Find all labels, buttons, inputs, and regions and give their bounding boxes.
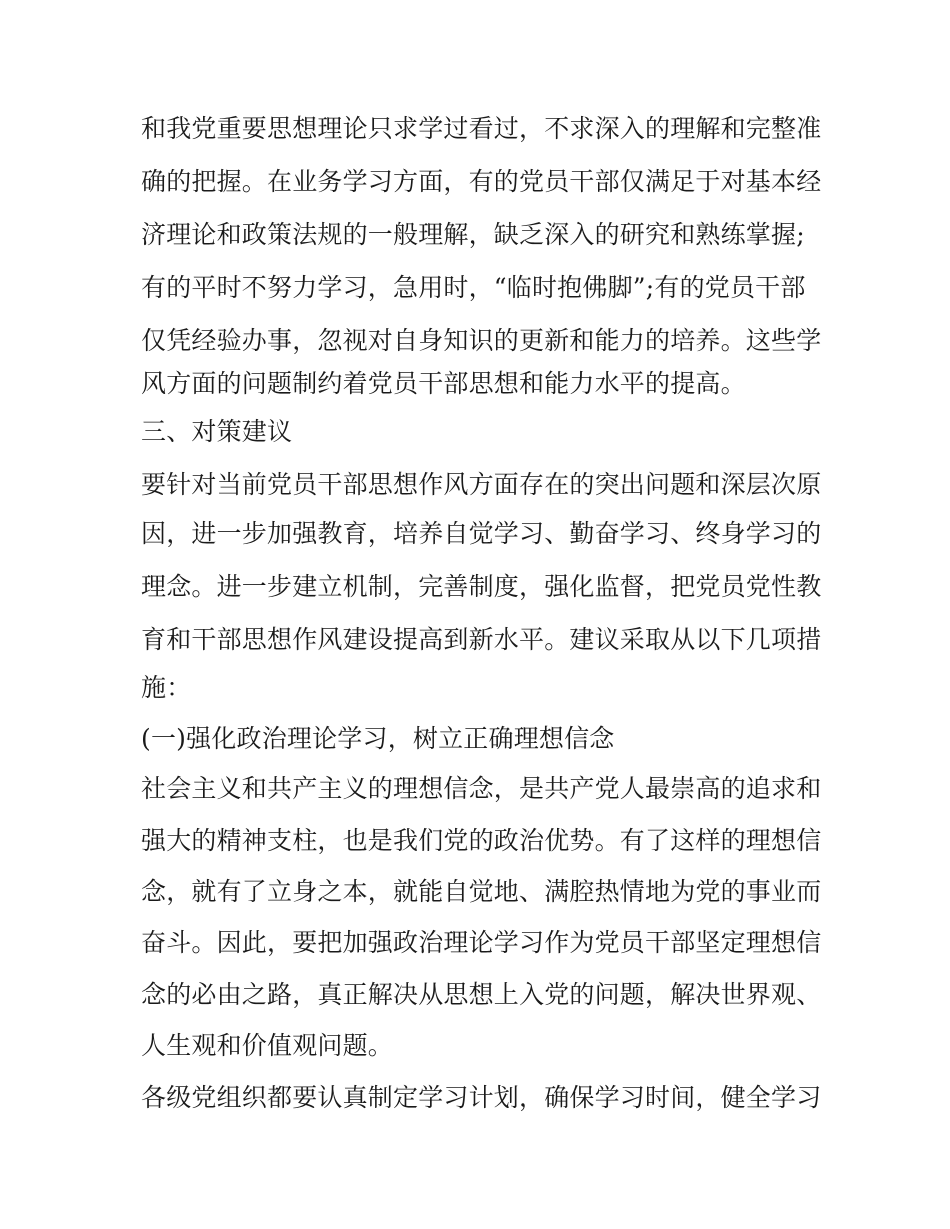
subsection-heading: (一)强化政治理论学习，树立正确理想信念 xyxy=(141,724,615,753)
text-line: 仅凭经验办事，忽视对自身知识的更新和能力的培养。这些学 xyxy=(141,326,822,355)
text-line: 济理论和政策法规的一般理解，缺乏深入的研究和熟练掌握; xyxy=(141,220,805,249)
text-line: 社会主义和共产主义的理想信念，是共产党人最崇高的追求和 xyxy=(141,774,822,803)
text-line: 风方面的问题制约着党员干部思想和能力水平的提高。 xyxy=(141,369,746,398)
text-line: 施： xyxy=(141,673,192,702)
text-line: 确的把握。在业务学习方面，有的党员干部仅满足于对基本经 xyxy=(141,167,822,196)
text-line: 奋斗。因此，要把加强政治理论学习作为党员干部坚定理想信 xyxy=(141,928,822,957)
text-line: 有的平时不努力学习，急用时，“临时抱佛脚”;有的党员干部 xyxy=(141,273,806,302)
text-line: 各级党组织都要认真制定学习计划，确保学习时间，健全学习 xyxy=(141,1083,822,1112)
text-line: 和我党重要思想理论只求学过看过，不求深入的理解和完整准 xyxy=(141,114,822,143)
text-line: 要针对当前党员干部思想作风方面存在的突出问题和深层次原 xyxy=(141,470,822,499)
text-line: 理念。进一步建立机制，完善制度，强化监督，把党员党性教 xyxy=(141,572,822,601)
section-heading: 三、对策建议 xyxy=(141,417,293,446)
text-line: 念，就有了立身之本，就能自觉地、满腔热情地为党的事业而 xyxy=(141,877,822,906)
text-line: 因，进一步加强教育，培养自觉学习、勤奋学习、终身学习的 xyxy=(141,519,822,548)
text-line: 人生观和价值观问题。 xyxy=(141,1031,394,1060)
text-line: 念的必由之路，真正解决从思想上入党的问题，解决世界观、 xyxy=(141,980,822,1009)
text-line: 育和干部思想作风建设提高到新水平。建议采取从以下几项措 xyxy=(141,625,822,654)
text-line: 强大的精神支柱，也是我们党的政治优势。有了这样的理想信 xyxy=(141,826,822,855)
